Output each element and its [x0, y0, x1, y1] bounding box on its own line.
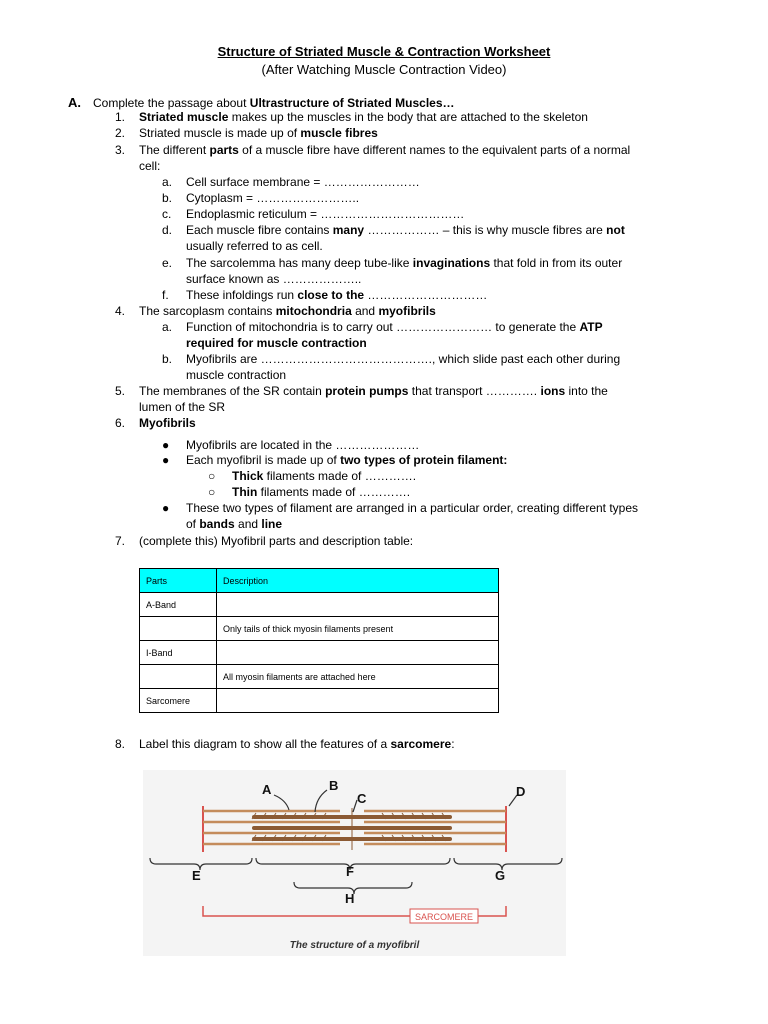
bullet-icon: ● — [162, 501, 170, 515]
sub-letter: c. — [162, 207, 172, 221]
section-a-label: A. — [68, 95, 81, 110]
bullet-3-text-cont: of bands and line — [186, 517, 283, 531]
item-5-text: The membranes of the SR contain protein pumps that transport …………. ions into the — [139, 384, 608, 398]
label-a: A — [262, 782, 272, 797]
label-e: E — [192, 868, 201, 883]
sub-letter: a. — [162, 175, 173, 189]
sub-bullet-1-text: Thick filaments made of …………. — [232, 469, 417, 483]
table-cell[interactable]: All myosin filaments are attached here — [217, 665, 499, 689]
bullet-3-text: These two types of filament are arranged in a particular order, creating different types — [186, 501, 639, 515]
sub-4a-text-cont: required for muscle contraction — [186, 336, 367, 350]
sub-3a-text: Cell surface membrane = …………………… — [186, 175, 420, 189]
sub-3f-text: These infoldings run close to the ………………………… — [186, 288, 488, 302]
bullet-icon: ● — [162, 453, 170, 467]
table-cell[interactable]: A-Band — [140, 593, 217, 617]
sub-4a-text: Function of mitochondria is to carry out …………………… to generate the ATP — [186, 320, 603, 334]
bullet-2-text: Each myofibril is made up of two types of protein filament: — [186, 453, 508, 467]
sub-letter: d. — [162, 223, 173, 237]
sub-3c-text: Endoplasmic reticulum = ……………………………… — [186, 207, 465, 221]
table-cell[interactable]: Only tails of thick myosin filaments present — [217, 617, 499, 641]
label-d: D — [516, 784, 526, 799]
item-number: 3. — [115, 143, 126, 157]
item-number: 7. — [115, 534, 126, 548]
figure-caption: The structure of a myofibril — [289, 940, 420, 951]
sub-4b-text-cont: muscle contraction — [186, 368, 287, 382]
item-7-text: (complete this) Myofibril parts and description table: — [139, 534, 414, 548]
item-2-text: Striated muscle is made up of muscle fibres — [139, 126, 378, 140]
bullet-1-text: Myofibrils are located in the ………………… — [186, 438, 420, 452]
sub-3e-text-cont: surface known as ……………….. — [186, 272, 362, 286]
sub-bullet-icon: ○ — [208, 485, 216, 499]
item-3-text: The different parts of a muscle fibre have different names to the equivalent parts of a normal — [139, 143, 631, 157]
sub-letter: a. — [162, 320, 173, 334]
sub-letter: e. — [162, 256, 173, 270]
item-8-text: Label this diagram to show all the features of a sarcomere: — [139, 737, 455, 751]
sub-4b-text: Myofibrils are ……………………………………., which slide past each other during — [186, 352, 621, 366]
label-b: B — [329, 778, 339, 793]
item-number: 2. — [115, 126, 126, 140]
table-cell[interactable]: Sarcomere — [140, 689, 217, 713]
item-4-text: The sarcoplasm contains mitochondria and myofibrils — [139, 304, 436, 318]
item-6-heading: Myofibrils — [139, 416, 196, 430]
sub-3d-text-cont: usually referred to as cell. — [186, 239, 323, 253]
label-c: C — [357, 791, 367, 806]
bullet-icon: ● — [162, 438, 170, 452]
item-number: 8. — [115, 737, 126, 751]
label-h: H — [345, 891, 355, 906]
label-f: F — [346, 864, 354, 879]
item-number: 6. — [115, 416, 126, 430]
item-5-text-cont: lumen of the SR — [139, 400, 226, 414]
sub-letter: b. — [162, 352, 173, 366]
sarcomere-tag: SARCOMERE — [414, 912, 474, 922]
sub-bullet-icon: ○ — [208, 469, 216, 483]
sub-3b-text: Cytoplasm = …………………….. — [186, 191, 360, 205]
label-arrows — [274, 790, 517, 812]
table-header-cell: Description — [217, 569, 499, 593]
table-cell[interactable]: I-Band — [140, 641, 217, 665]
worksheet-subtitle: (After Watching Muscle Contraction Video) — [261, 62, 507, 77]
table-header-cell: Parts — [140, 569, 217, 593]
label-g: G — [495, 868, 506, 883]
section-a-intro: Complete the passage about Ultrastructure of Striated Muscles… — [93, 96, 455, 110]
item-1-text: Striated muscle makes up the muscles in the body that are attached to the skeleton — [139, 110, 588, 124]
item-number: 5. — [115, 384, 126, 398]
sub-letter: f. — [162, 288, 169, 302]
item-number: 4. — [115, 304, 126, 318]
sub-letter: b. — [162, 191, 173, 205]
item-number: 1. — [115, 110, 126, 124]
sub-3e-text: The sarcolemma has many deep tube-like invaginations that fold in from its outer — [186, 256, 623, 270]
sub-3d-text: Each muscle fibre contains many ……………… – this is why muscle fibres are not — [186, 223, 625, 237]
item-3-text-cont: cell: — [139, 159, 161, 173]
sub-bullet-2-text: Thin filaments made of …………. — [232, 485, 411, 499]
worksheet-title: Structure of Striated Muscle & Contraction Worksheet — [217, 44, 551, 59]
